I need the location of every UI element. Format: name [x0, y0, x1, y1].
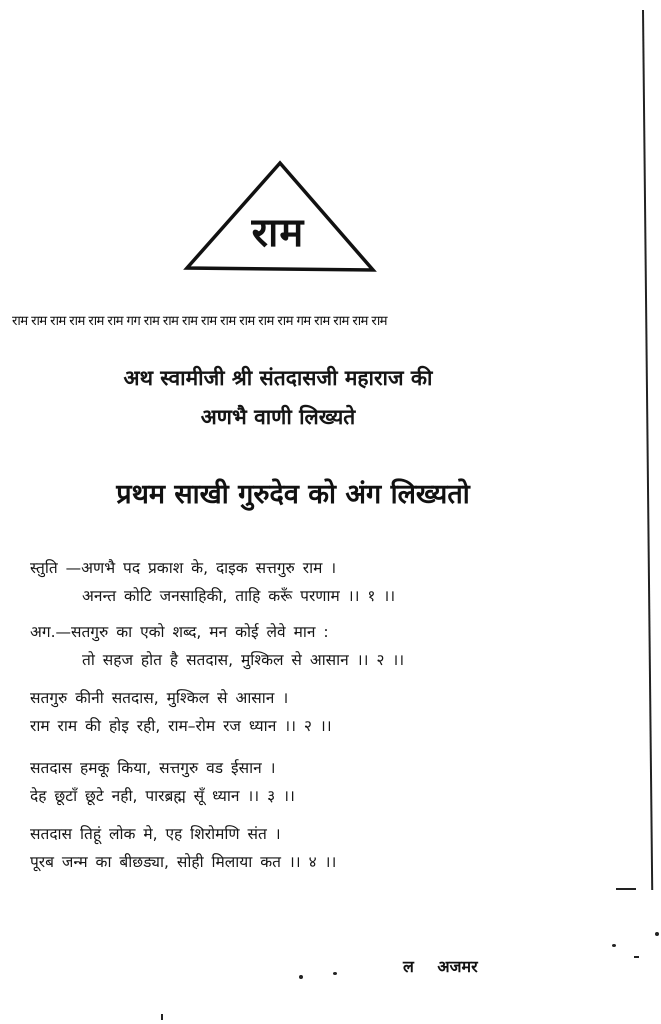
emblem-label: राम [251, 210, 305, 256]
scan-speck [333, 972, 337, 975]
verse-3-line-2: राम राम की होइ रही, राम–रोम रज ध्यान ।। २ ।। [30, 717, 332, 735]
verse-1-line-2: अनन्त कोटि जनसाहिकी, ताहि करूँ परणाम ।। १ ।। [82, 587, 396, 605]
verse-3-line-1: सतगुरु कीनी सतदास, मुश्किल से आसान । [30, 689, 289, 707]
ram-chant-row: राम राम राम राम राम राम गग राम राम राम राम राम राम राम राम गम राम राम राम राम [12, 314, 387, 329]
verse-2-line-1: अग.—सतगुरु का एको शब्द, मन कोई लेवे मान : [30, 623, 329, 641]
scan-speck [634, 956, 639, 958]
section-title: प्रथम साखी गुरुदेव को अंग लिख्यतो [116, 479, 470, 510]
verse-2-line-2: तो सहज होत है सतदास, मुश्किल से आसान ।। २ ।। [82, 651, 405, 669]
scan-speck [655, 932, 659, 936]
verse-4-line-2: देह छूटाँ छूटे नही, पारब्रह्म सूँ ध्यान ।। ३ ।। [30, 787, 295, 805]
verse-5-line-1: सतदास तिहूं लोक मे, एह शिरोमणि संत । [30, 825, 281, 843]
page-edge-rule-foot [616, 888, 636, 890]
heading-line-1: अथ स्वामीजी श्री संतदासजी महाराज की [123, 366, 433, 390]
scan-speck [612, 944, 616, 947]
scan-speck [299, 975, 303, 979]
verse-1-line-1: स्तुति —अणभै पद प्रकाश के, दाइक सत्तगुरु राम । [30, 559, 337, 577]
verse-4-line-1: सतदास हमकू किया, सत्तगुरु वड ईसान । [30, 759, 276, 777]
heading-line-2: अणभै वाणी लिख्यते [200, 405, 356, 429]
page-edge-rule [642, 10, 653, 890]
scan-speck [161, 1014, 163, 1020]
footer-place: ल अजमर [403, 957, 478, 976]
verse-5-line-2: पूरब जन्म का बीछड्या, सोही मिलाया कत ।। ४ ।। [30, 853, 337, 871]
